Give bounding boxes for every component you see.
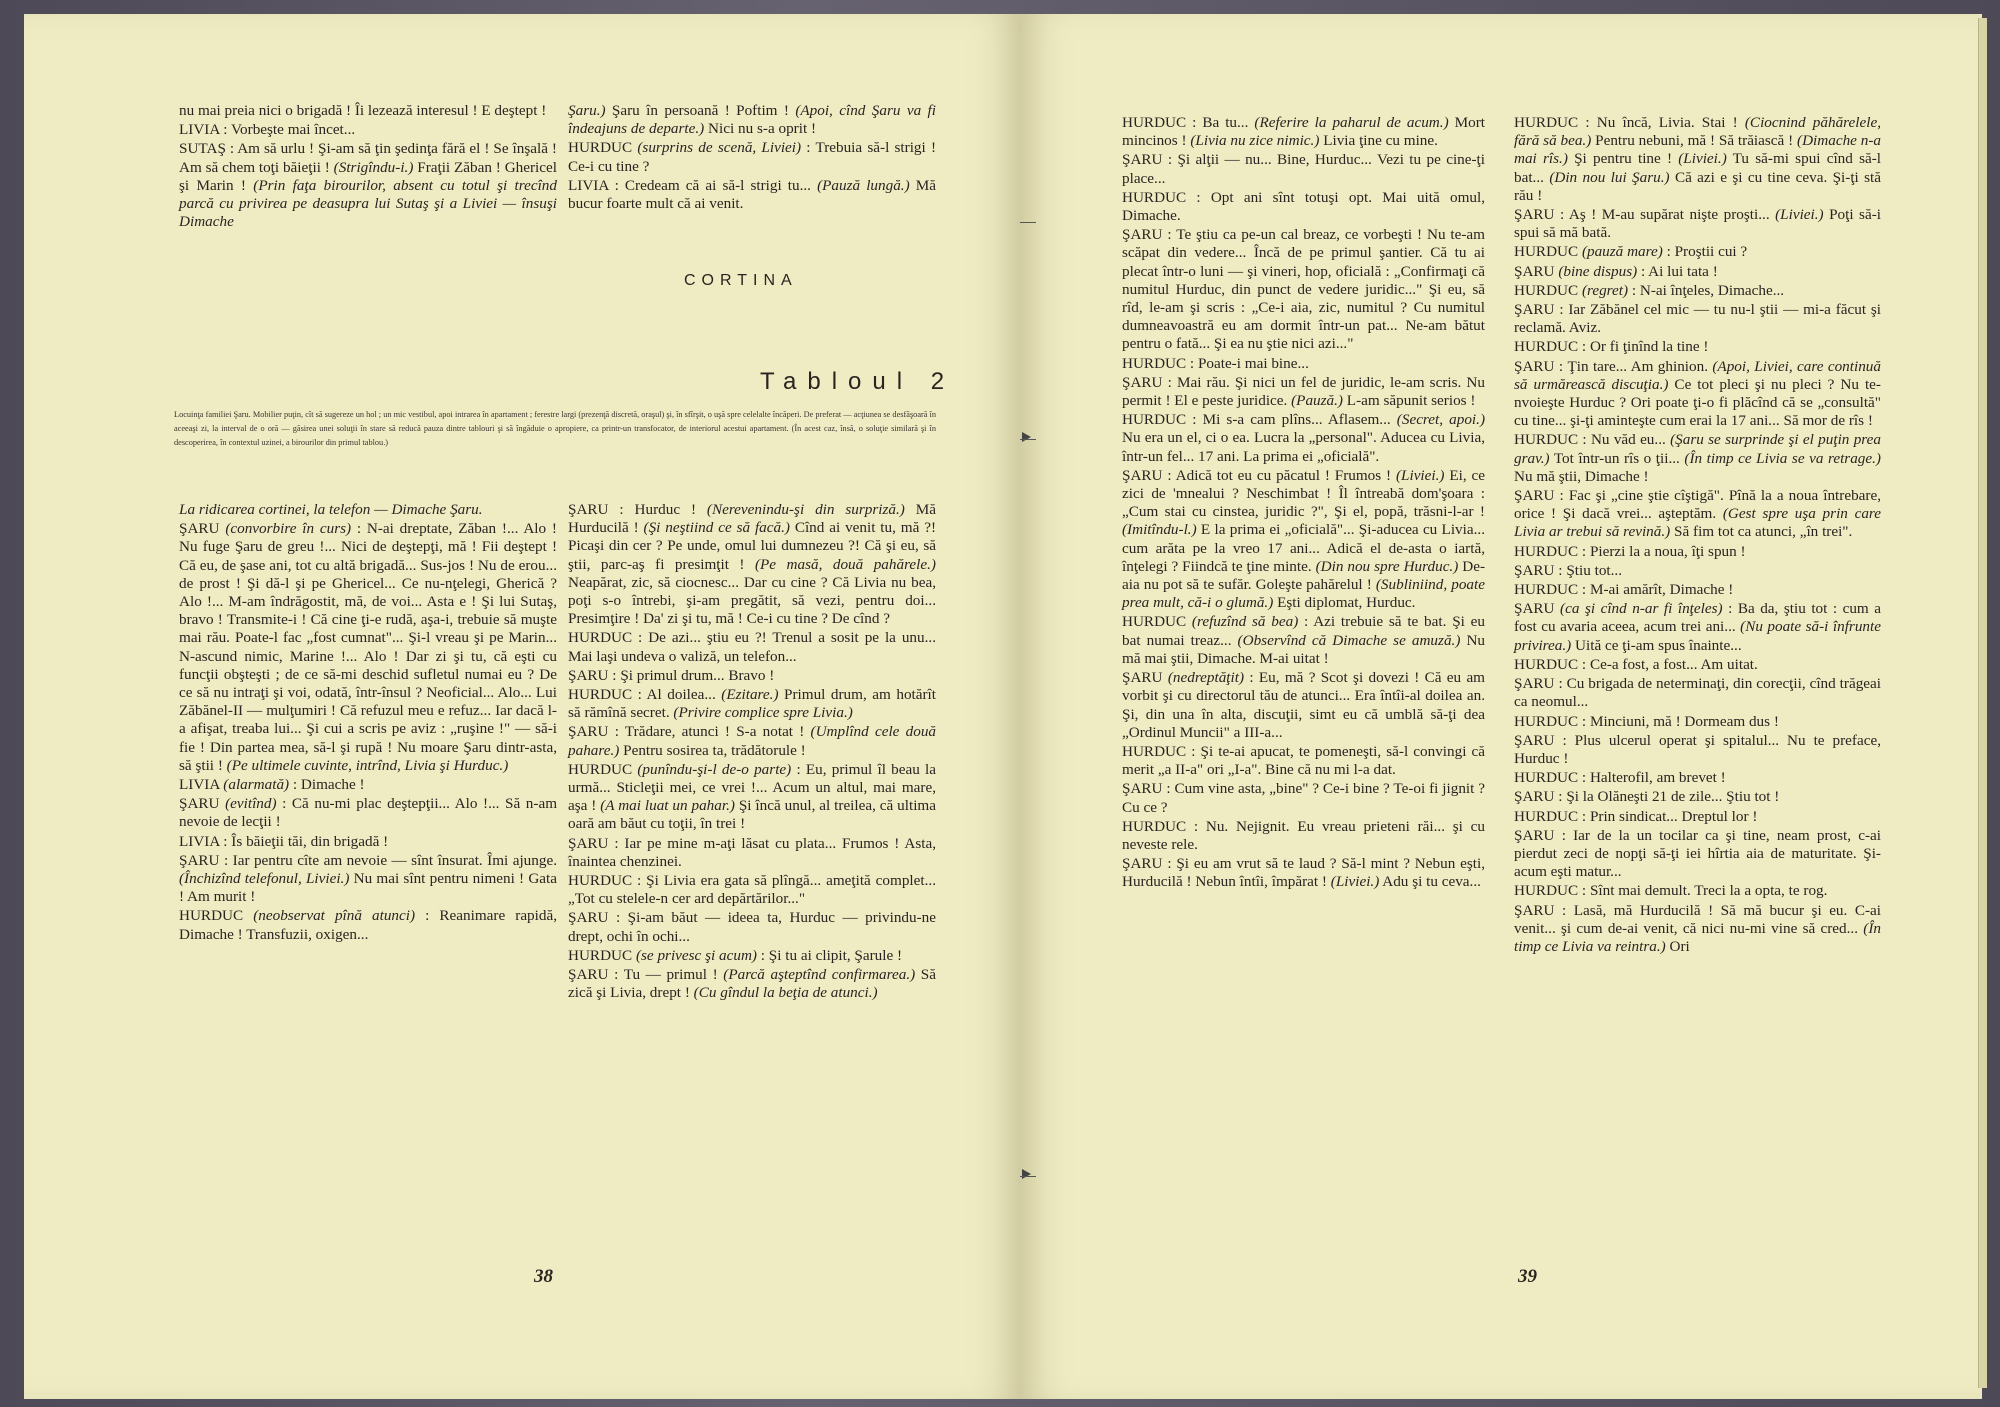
dialogue-paragraph: HURDUC (neobservat pînă atunci) : Reanimare rapidă, Dimache ! Transfuzii, oxigen... bbox=[179, 907, 557, 943]
margin-arrow-icon bbox=[1022, 1169, 1031, 1179]
cortina-label: CORTINA bbox=[684, 272, 798, 289]
margin-mark bbox=[1020, 439, 1036, 440]
dialogue-paragraph: ŞARU : Ţin tare... Am ghinion. (Apoi, Liviei, care continuă să urmărească discuţia.) Ce tot pleci şi nu pleci ? Nu te-nvoieşte Hurduc ? Ori poate ţi-o fi plăcînd că se „consultă" cu tine... şi-ţi aminteşte cum erai la 17 ani... Să mor de rîs ! bbox=[1514, 357, 1881, 430]
dialogue-paragraph: ŞARU : Trădare, atunci ! S-a notat ! (Umplînd cele două pahare.) Pentru sosirea ta, trădătorule ! bbox=[568, 723, 937, 759]
dialogue-paragraph: HURDUC : M-ai amărît, Dimache ! bbox=[1514, 581, 1734, 599]
dialogue-paragraph: ŞARU (bine dispus) : Ai lui tata ! bbox=[1514, 262, 1718, 280]
tablou-title: Tabloul 2 bbox=[760, 368, 956, 395]
dialogue-paragraph: ŞARU : Te ştiu ca pe-un cal breaz, ce vorbeşti ! Nu te-am scăpat din vedere... Încă de pe primul şantier. Că tu ai plecat într-o luni — şi vineri, hop, oficială : „Confirmaţi că numitul Hurduc, din punct de vedere juridic..." Şi eu, să rîd, le-am şi scris : „Ce-i aia, zic, numitul ? Cu numitul dumneavoastră eu am dormit într-un pat... Ne-am bătut pentru o fată... Şi ea nu ştie nici azi..." bbox=[1122, 226, 1485, 353]
page-number-right: 39 bbox=[1518, 1266, 1537, 1287]
dialogue-paragraph: HURDUC : Şi Livia era gata să plîngă... ameţită complet... „Tot cu stelele-n cer ard depărtărilor..." bbox=[568, 872, 936, 908]
dialogue-paragraph: HURDUC : Nu încă, Livia. Stai ! (Ciocnind păhărelele, fără să bea.) Pentru nebuni, mă ! Să trăiască ! (Dimache n-a mai rîs.) Şi pentru tine ! (Liviei.) Tu să-mi spui cînd să-l bat... (Din nou lui Şaru.) Că azi e şi cu tine ceva. Şi-ţi stă rău ! bbox=[1514, 114, 1882, 204]
dialogue-paragraph: nu mai preia nici o brigadă ! Îi lezează interesul ! E deştept ! bbox=[179, 102, 547, 119]
dialogue-paragraph: ŞARU (nedreptăţit) : Eu, mă ? Scot şi dovezi ! Că eu am vorbit şi cu directorul tău de atunci... Era întîi-al doilea an. Şi, din una în alta, discuţii, simt eu că umblă să-ţi dea „Ordinul Muncii" a III-a... bbox=[1122, 669, 1485, 741]
dialogue-paragraph: HURDUC : Prin sindicat... Dreptul lor ! bbox=[1514, 807, 1758, 825]
dialogue-paragraph: ŞARU : Adică tot eu cu păcatul ! Frumos ! (Liviei.) Ei, ce zici de 'mnealui ? Neschimbat ! Îl întreabă dom'şoara : „Cum stai cu cinstea, juridic ?", Şi el, popă, trăsni-l-ar ! (Imitîndu-l.) E la prima ei „oficială"... Şi-aducea cu Livia... cum arăta pe la vreo 17 ani... Adică el de-asta o iartă, înţelegi ? Fiindcă te ţine minte. (Din nou spre Hurduc.) De-aia nu pot să te sufăr. Goleşte pahărelul ! (Subliniind, poate prea mult, că-i o glumă.) Eşti diplomat, Hurduc. bbox=[1122, 466, 1485, 612]
dialogue-paragraph: SUTAŞ : Am să urlu ! Şi-am să ţin şedinţa fără el ! Se înşală ! Am să chem toţi băieţii ! (Strigîndu-i.) Fraţii Zăban ! Ghericel şi Marin ! (Prin faţa birourilor, absent cu totul şi trecînd parcă cu privirea pe deasupra lui Sutaş şi a Liviei — însuşi Dimache bbox=[179, 140, 557, 231]
right-col1 bbox=[1122, 114, 1485, 893]
dialogue-paragraph: HURDUC : Nu. Nejignit. Eu vreau prieteni răi... şi cu neveste rele. bbox=[1122, 817, 1485, 853]
dialogue-paragraph: ŞARU : Şi eu am vrut să te laud ? Să-l mint ? Nebun eşti, Hurducilă ! Nebun întîi, împărat ! (Liviei.) Adu şi tu ceva... bbox=[1122, 855, 1485, 891]
left-col2-top bbox=[568, 102, 936, 214]
dialogue-paragraph: ŞARU (ca şi cînd n-ar fi înţeles) : Ba da, ştiu tot : cum a fost cu avaria aceea, acum trei ani... (Nu poate să-i înfrunte privirea.) Uită ce ţi-am spus înainte... bbox=[1514, 600, 1882, 654]
dialogue-paragraph: LIVIA : Îs băieţii tăi, din brigadă ! bbox=[179, 832, 389, 850]
dialogue-paragraph: HURDUC (punîndu-şi-l de-o parte) : Eu, primul îl beau la urmă... Sticleţii mei, ce vrei !... Acum un altul, mai mare, aşa ! (A mai luat un pahar.) Şi încă unul, al treilea, că ultima oară am băut cu toţii, în trei ! bbox=[568, 760, 936, 833]
dialogue-paragraph: HURDUC (se privesc şi acum) : Şi tu ai clipit, Şarule ! bbox=[568, 946, 903, 964]
left-col2-bottom bbox=[568, 501, 936, 1003]
dialogue-paragraph: HURDUC : Halterofil, am brevet ! bbox=[1514, 769, 1726, 787]
dialogue-paragraph: ŞARU : Şi alţii — nu... Bine, Hurduc... Vezi tu pe cine-ţi place... bbox=[1122, 151, 1485, 187]
dialogue-paragraph: ŞARU : Tu — primul ! (Parcă aşteptînd confirmarea.) Să zică şi Livia, drept ! (Cu gîndul la beţia de atunci.) bbox=[568, 966, 936, 1002]
dialogue-paragraph: ŞARU : Iar de la un tocilar ca şi tine, neam prost, c-ai pierdut zeci de nopţi să-ţi iei hîrtia aia de maturitate. Şi-acum eşti matur... bbox=[1514, 826, 1881, 881]
dialogue-paragraph: ŞARU : Fac şi „cine ştie cîştigă". Pînă la a noua întrebare, orice ! Şi dacă vrei... aşteptăm. (Gest spre uşa prin care Livia ar trebui să revină.) Să fim tot ca atunci, „în trei". bbox=[1514, 487, 1881, 541]
dialogue-paragraph: ŞARU : Plus ulcerul operat şi spitalul... Nu te preface, Hurduc ! bbox=[1514, 731, 1881, 767]
dialogue-paragraph: HURDUC (pauză mare) : Proştii cui ? bbox=[1514, 243, 1748, 261]
dialogue-paragraph: HURDUC (surprins de scenă, Liviei) : Trebuia să-l strigi ! Ce-i cu tine ? bbox=[568, 139, 937, 175]
dialogue-paragraph: ŞARU : Cu brigada de neterminaţi, din corecţii, cînd trăgeai ca neomul... bbox=[1514, 675, 1881, 711]
dialogue-paragraph: HURDUC : Şi te-ai apucat, te pomeneşti, să-l convingi că merit „a II-a" ori „I-a". Bine că nu mi l-a dat. bbox=[1122, 742, 1485, 779]
page-edges bbox=[1978, 18, 1987, 1388]
margin-mark bbox=[1020, 222, 1036, 223]
dialogue-paragraph: ŞARU : Mai rău. Şi nici un fel de juridic, le-am scris. Nu permit ! El e peste juridice. (Pauză.) L-am săpunit serios ! bbox=[1122, 373, 1485, 410]
dialogue-paragraph: HURDUC : Or fi ţinînd la tine ! bbox=[1514, 338, 1709, 356]
dialogue-paragraph: ŞARU : Iar pentru cîte am nevoie — sînt însurat. Îmi ajunge. (Închizînd telefonul, Liviei.) Nu mai sînt pentru nimeni ! Gata ! Am murit ! bbox=[179, 851, 557, 906]
dialogue-paragraph: HURDUC : Ba tu... (Referire la paharul de acum.) Mort mincinos ! (Livia nu zice nimic.) Livia ţine cu mine. bbox=[1122, 114, 1485, 150]
dialogue-paragraph: ŞARU : Cum vine asta, „bine" ? Ce-i bine ? Te-oi fi jignit ? Cu ce ? bbox=[1122, 780, 1485, 816]
dialogue-paragraph: HURDUC : Al doilea... (Ezitare.) Primul drum, am hotărît să rămînă secret. (Privire complice spre Livia.) bbox=[568, 686, 936, 722]
left-page bbox=[24, 14, 1020, 1399]
dialogue-paragraph: HURDUC : Ce-a fost, a fost... Am uitat. bbox=[1514, 655, 1758, 673]
dialogue-paragraph: LIVIA (alarmată) : Dimache ! bbox=[179, 776, 365, 794]
dialogue-paragraph: HURDUC (regret) : N-ai înţeles, Dimache... bbox=[1514, 281, 1785, 299]
margin-arrow-icon bbox=[1022, 432, 1031, 442]
right-page bbox=[1020, 14, 1982, 1399]
dialogue-paragraph: ŞARU : Ştiu tot... bbox=[1514, 561, 1623, 579]
dialogue-paragraph: ŞARU : Şi-am băut — ideea ta, Hurduc — privindu-ne drept, ochi în ochi... bbox=[568, 909, 936, 945]
dialogue-paragraph: La ridicarea cortinei, la telefon — Dimache Şaru. bbox=[179, 501, 483, 518]
dialogue-paragraph: ŞARU (evitînd) : Că nu-mi plac deştepţii... Alo !... Să n-am nevoie de lecţii ! bbox=[179, 795, 558, 831]
dialogue-paragraph: LIVIA : Credeam că ai să-l strigi tu... (Pauză lungă.) Mă bucur foarte mult că ai venit. bbox=[568, 176, 936, 213]
dialogue-paragraph: HURDUC : Nu văd eu... (Şaru se surprinde şi el puţin prea grav.) Tot într-un rîs o ţii... (În timp ce Livia se va retrage.) Nu mă ştii, Dimache ! bbox=[1514, 431, 1881, 485]
dialogue-paragraph: ŞARU (convorbire în curs) : N-ai dreptate, Zăban !... Alo ! Nu fuge Şaru de greu !... Nici de deştepţi, mă ! Fii deştept ! Că eu, de şase ani, tot cu altă brigadă... Sus-jos ! Nu de erou... de prost ! Şi dă-l şi pe Ghericel... Ce nu-nţelegi, Gherică ? Alo !... M-am îndrăgostit, mă, de voi... Asta e ! Şi lui Sutaş, bravo ! Transmite-i ! Că cine ţi-e rudă, aşa-i, trebuie să muşte mai rău. Poate-l fac „fost cumnat"... Şi-l vreau şi pe Marin... N-ascund nimic, Marine !... Alo ! Dar zi şi tu, că eşti cu funcţii obşteşti ; de ce să-mi deschid sufletul numai eu ? De ce să nu intraţi şi voi, odată, într-însul ? Neoficial... Alo... Lui Zăbănel-II — mulţumiri ! Că refuzul meu e refuz... Iar dacă l-a afişat, treaba lui... Şi cui a scris pe aviz : „ruşine !" — să-i fie ! Din partea mea, să-l şi rupă ! Nu moare Şaru dintr-asta, să ştii ! (Pe ultimele cuvinte, intrînd, Livia şi Hurduc.) bbox=[179, 520, 557, 774]
dialogue-paragraph: HURDUC (refuzînd să bea) : Azi trebuie să te bat. Şi eu bat numai treaz... (Observînd că Dimache se amuză.) Nu mă mai ştii, Dimache. M-ai uitat ! bbox=[1122, 613, 1485, 667]
dialogue-paragraph: HURDUC : Sînt mai demult. Treci la a opta, te rog. bbox=[1514, 882, 1828, 900]
dialogue-paragraph: ŞARU : Hurduc ! (Nerevenindu-şi din surpriză.) Mă Hurducilă ! (Şi neştiind ce să facă.) Cînd ai venit tu, mă ?! Picaşi din cer ? Pe unde, omul lui dumnezeu ?! Că şi eu, să ştii, parc-aş fi presimţit ! (Pe masă, două pahărele.) Neapărat, zic, să ciocnesc... Dar cu cine ? Că Livia nu bea, poţi s-o întrebi, şi-am pregătit, să vezi, pentru doi... Presimţire ! Da' zi şi tu, mă ! Ce-i cu tine ? De cînd ? bbox=[568, 501, 937, 628]
dialogue-paragraph: ŞARU : Aş ! M-au supărat nişte proşti... (Liviei.) Poţi să-i spui să mă bată. bbox=[1514, 206, 1881, 242]
dialogue-paragraph: HURDUC : Mi s-a cam plîns... Aflasem... (Secret, apoi.) Nu era un el, ci o ea. Lucra la „personal". Aducea cu Livia, într-un fel... 17 ani. La prima ei „oficială". bbox=[1122, 411, 1486, 465]
dialogue-paragraph: ŞARU : Şi primul drum... Bravo ! bbox=[568, 666, 775, 684]
stage-note: Locuinţa familiei Şaru. Mobilier puţin, cît să sugereze un hol ; un mic vestibul, apoi intrarea în apartament ; ferestre largi (prezenţă discretă, oraşul) şi, în sfîrşit, o uşă spre celelalte încăperi. De preferat — acţiunea se desfăşoară în aceeaşi zi, la interval de o oră — găsirea unei soluţii în stare să reducă pauza dintre tablouri şi să îngăduie o apropiere, ca printr-un transfocator, de interiorul acestui apartament. (În acest caz, însă, o soluţie similară şi în descoperirea, în contextul uzinei, a birourilor din primul tablou.) bbox=[174, 410, 936, 447]
dialogue-paragraph: ŞARU : Şi la Olăneşti 21 de zile... Ştiu tot ! bbox=[1514, 788, 1780, 806]
dialogue-paragraph: HURDUC : De azi... ştiu eu ?! Trenul a sosit pe la unu... Mai laşi undeva o valiză, un telefon... bbox=[568, 629, 936, 665]
dialogue-paragraph: ŞARU : Lasă, mă Hurducilă ! Să mă bucur şi eu. C-ai venit... şi cum de-ai venit, că nici nu-mi vine să cred... (În timp ce Livia va reintra.) Ori bbox=[1514, 901, 1881, 955]
dialogue-paragraph: HURDUC : Minciuni, mă ! Dormeam dus ! bbox=[1514, 712, 1779, 730]
dialogue-paragraph: Şaru.) Şaru în persoană ! Poftim ! (Apoi, cînd Şaru va fi îndeajuns de departe.) Nici nu s-a oprit ! bbox=[568, 102, 936, 138]
margin-mark bbox=[1020, 1176, 1036, 1177]
dialogue-paragraph: HURDUC : Pierzi la a noua, îţi spun ! bbox=[1514, 542, 1746, 560]
page-number-left: 38 bbox=[534, 1266, 553, 1287]
right-col2 bbox=[1514, 114, 1881, 957]
dialogue-paragraph: ŞARU : Iar pe mine m-aţi lăsat cu plata... Frumos ! Asta, înaintea chenzinei. bbox=[568, 834, 936, 870]
dialogue-paragraph: HURDUC : Poate-i mai bine... bbox=[1122, 354, 1309, 372]
dialogue-paragraph: LIVIA : Vorbeşte mai încet... bbox=[179, 121, 356, 139]
left-col1-bottom bbox=[179, 501, 557, 945]
dialogue-paragraph: ŞARU : Iar Zăbănel cel mic — tu nu-l ştii — mi-a făcut şi reclamă. Aviz. bbox=[1514, 301, 1881, 337]
left-col1-top bbox=[179, 102, 557, 232]
dialogue-paragraph: HURDUC : Opt ani sînt totuşi opt. Mai uită omul, Dimache. bbox=[1122, 188, 1485, 225]
